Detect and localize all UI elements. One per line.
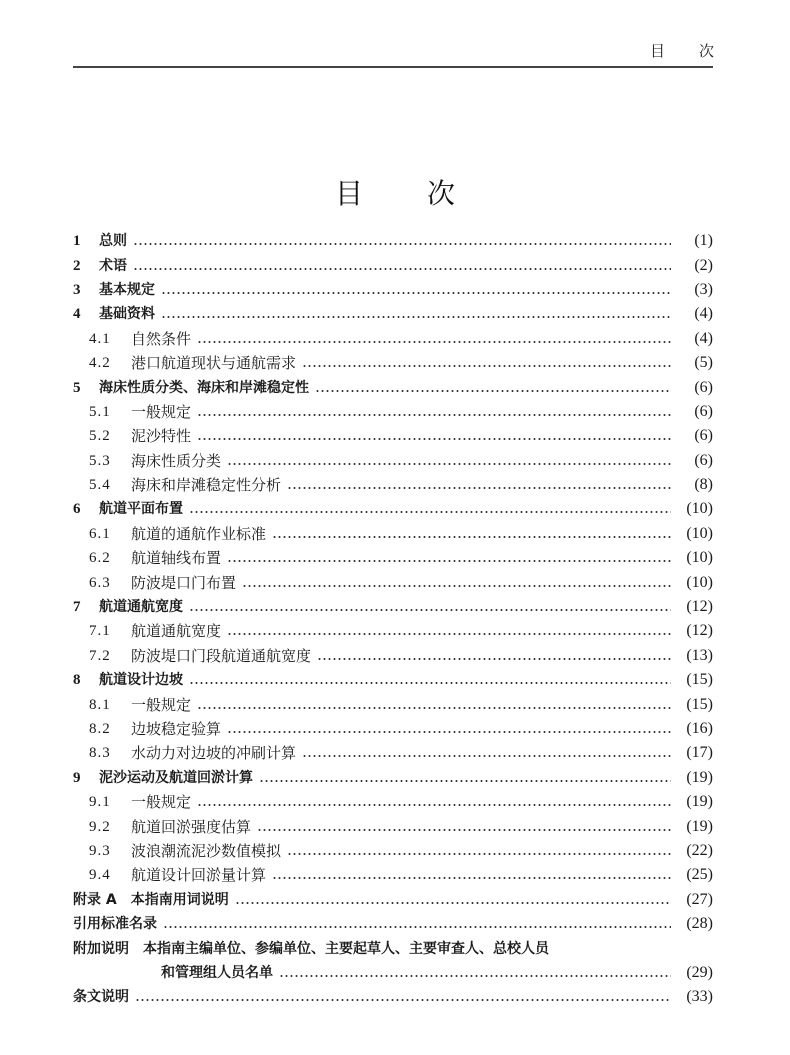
- toc-page: (2): [694, 256, 713, 274]
- toc-entry[interactable]: [73, 327, 713, 351]
- dot-leader: [259, 780, 671, 782]
- toc-entry[interactable]: [73, 278, 713, 302]
- toc-page: (1): [694, 232, 713, 250]
- toc-title: 一般规定: [131, 695, 192, 714]
- toc-entry[interactable]: [73, 473, 713, 497]
- toc-entry[interactable]: [73, 253, 713, 277]
- dot-leader: [279, 975, 671, 977]
- dot-leader: [315, 390, 671, 392]
- toc-number: 8.3: [89, 745, 111, 762]
- dot-leader: [133, 268, 671, 270]
- toc-entry[interactable]: [73, 400, 713, 424]
- toc-title: 航道设计回淤量计算: [131, 866, 267, 885]
- toc-title: 航道平面布置: [99, 501, 183, 518]
- toc-entry[interactable]: [73, 449, 713, 473]
- toc-title: 泥沙特性: [131, 427, 192, 446]
- toc-entry[interactable]: [73, 375, 713, 399]
- dot-leader: [197, 414, 671, 416]
- toc-page: (28): [686, 915, 713, 933]
- dot-leader: [287, 487, 671, 489]
- toc-title: 术语: [99, 257, 127, 274]
- toc-entry-clause-explanation[interactable]: [73, 985, 713, 1009]
- toc-number: 6: [73, 501, 81, 518]
- toc-page: (4): [694, 329, 713, 347]
- toc-number: 9.3: [89, 842, 111, 859]
- toc-entry[interactable]: [73, 839, 713, 863]
- toc-title: 港口航道现状与通航需求: [131, 354, 297, 373]
- toc-entry[interactable]: [73, 522, 713, 546]
- toc-number: 4: [73, 306, 81, 323]
- toc-page: (15): [686, 671, 713, 689]
- toc-entry-appendix-a[interactable]: [73, 888, 713, 912]
- toc-title: 航道通航宽度: [131, 622, 222, 641]
- dot-leader: [197, 438, 671, 440]
- toc-title: 波浪潮流泥沙数值模拟: [131, 841, 282, 860]
- page-title-right: 次: [427, 177, 456, 210]
- dot-leader: [197, 341, 671, 343]
- toc-page: (4): [694, 305, 713, 323]
- dot-leader: [161, 292, 671, 294]
- header-rule: [73, 66, 713, 68]
- toc-page: (22): [686, 841, 713, 859]
- toc-number: 5.1: [89, 403, 111, 420]
- toc-page: (6): [694, 378, 713, 396]
- dot-leader: [163, 926, 671, 928]
- additional-notes-label: 附加说明: [73, 940, 129, 957]
- toc-page: (17): [686, 744, 713, 762]
- toc-page: (12): [686, 622, 713, 640]
- toc-number: 8.1: [89, 696, 111, 713]
- dot-leader: [317, 658, 671, 660]
- toc-entry[interactable]: [73, 619, 713, 643]
- toc-page: (19): [686, 768, 713, 786]
- page-title: [0, 172, 790, 212]
- toc-title: 本指南主编单位、参编单位、主要起草人、主要审查人、总校人员: [143, 940, 549, 957]
- dot-leader: [189, 682, 671, 684]
- toc-entry[interactable]: [73, 692, 713, 716]
- toc-title: 引用标准名录: [73, 916, 157, 933]
- toc-number: 7: [73, 599, 81, 616]
- toc-page: (8): [694, 476, 713, 494]
- toc-number: 9.2: [89, 818, 111, 835]
- toc-title: 一般规定: [131, 793, 192, 812]
- appendix-label: 附录 A: [73, 891, 117, 908]
- dot-leader: [272, 536, 671, 538]
- toc-number: 5.3: [89, 452, 111, 469]
- toc-entry[interactable]: [73, 546, 713, 570]
- toc-title: 总则: [99, 233, 127, 250]
- toc-entry[interactable]: [73, 229, 713, 253]
- dot-leader: [135, 999, 671, 1001]
- running-header-right: 次: [698, 42, 714, 60]
- toc-entry[interactable]: [73, 790, 713, 814]
- toc-page: (10): [686, 524, 713, 542]
- toc-entry[interactable]: [73, 570, 713, 594]
- toc-title: 海床性质分类、海床和岸滩稳定性: [99, 379, 309, 396]
- toc-page: (19): [686, 817, 713, 835]
- toc-page: (19): [686, 793, 713, 811]
- toc-page: (5): [694, 354, 713, 372]
- dot-leader: [197, 804, 671, 806]
- dot-leader: [302, 755, 671, 757]
- dot-leader: [227, 633, 671, 635]
- toc-number: 5.2: [89, 428, 111, 445]
- toc-number: 7.1: [89, 623, 111, 640]
- toc-page: (3): [694, 280, 713, 298]
- toc-page: (10): [686, 500, 713, 518]
- toc-page: (33): [686, 988, 713, 1006]
- toc-entry[interactable]: [73, 717, 713, 741]
- dot-leader: [242, 585, 671, 587]
- toc-title: 水动力对边坡的冲刷计算: [131, 744, 297, 763]
- dot-leader: [257, 829, 671, 831]
- dot-leader: [227, 463, 671, 465]
- toc-title: 本指南用词说明: [130, 891, 229, 908]
- dot-leader: [227, 560, 671, 562]
- toc-number: 3: [73, 281, 81, 298]
- dot-leader: [227, 731, 671, 733]
- toc-entry[interactable]: [73, 424, 713, 448]
- toc-number: 5: [73, 379, 81, 396]
- toc-title: 和管理组人员名单: [161, 964, 273, 981]
- table-of-contents: [73, 229, 713, 1010]
- toc-page: (29): [686, 963, 713, 981]
- toc-entry[interactable]: [73, 302, 713, 326]
- toc-number: 9.4: [89, 867, 111, 884]
- toc-title: 一般规定: [131, 402, 192, 421]
- toc-entry[interactable]: [73, 351, 713, 375]
- dot-leader: [302, 365, 671, 367]
- toc-number: 6.1: [89, 525, 111, 542]
- toc-title: 基本规定: [99, 281, 155, 298]
- toc-entry[interactable]: [73, 595, 713, 619]
- toc-title: 泥沙运动及航道回淤计算: [99, 769, 253, 786]
- toc-number: 8.2: [89, 721, 111, 737]
- page-title-left: 目: [334, 177, 363, 210]
- dot-leader: [161, 316, 671, 318]
- toc-entry[interactable]: [73, 863, 713, 887]
- toc-page: (6): [694, 427, 713, 445]
- toc-entry[interactable]: [73, 814, 713, 838]
- toc-page: (12): [686, 598, 713, 616]
- toc-number: 4.1: [89, 330, 111, 347]
- running-header-left: 目: [649, 42, 665, 60]
- toc-title: 海床性质分类: [131, 451, 222, 470]
- toc-title: 防波堤口门段航道通航宽度: [131, 646, 312, 665]
- dot-leader: [133, 243, 671, 245]
- toc-title: 条文说明: [73, 989, 129, 1006]
- toc-title: 航道设计边坡: [99, 672, 183, 689]
- toc-page: (13): [686, 646, 713, 664]
- toc-number: 9.1: [89, 794, 111, 811]
- toc-title: 基础资料: [99, 306, 155, 323]
- toc-entry[interactable]: [73, 644, 713, 668]
- toc-title: 航道通航宽度: [99, 599, 183, 616]
- toc-number: 9: [73, 769, 81, 786]
- toc-entry-additional-notes[interactable]: [73, 936, 713, 960]
- toc-number: 7.2: [89, 647, 111, 664]
- dot-leader: [272, 877, 671, 879]
- toc-number: 1: [73, 233, 81, 250]
- toc-page: (6): [694, 451, 713, 469]
- dot-leader: [197, 707, 671, 709]
- toc-title: 边坡稳定验算: [131, 720, 222, 738]
- toc-number: 8: [73, 672, 81, 689]
- toc-number: 4.2: [89, 355, 111, 372]
- toc-entry-references[interactable]: [73, 912, 713, 936]
- toc-title: 航道的通航作业标准: [131, 524, 267, 543]
- dot-leader: [235, 902, 671, 904]
- toc-title: 自然条件: [131, 329, 192, 348]
- toc-title: 航道轴线布置: [131, 549, 222, 568]
- toc-page: (6): [694, 402, 713, 420]
- toc-entry[interactable]: [73, 741, 713, 765]
- toc-entry[interactable]: [73, 497, 713, 521]
- toc-entry-additional-notes-continued[interactable]: [73, 961, 713, 985]
- toc-number: 5.4: [89, 477, 111, 494]
- toc-entry[interactable]: [73, 668, 713, 692]
- toc-page: (27): [686, 890, 713, 908]
- toc-number: 2: [73, 257, 81, 274]
- toc-page: (10): [686, 549, 713, 567]
- dot-leader: [189, 609, 671, 611]
- toc-number: 6.3: [89, 574, 111, 591]
- toc-title: 防波堤口门布置: [131, 573, 237, 592]
- toc-entry[interactable]: [73, 766, 713, 790]
- toc-page: (16): [686, 720, 713, 737]
- dot-leader: [287, 853, 671, 855]
- toc-page: (10): [686, 573, 713, 591]
- toc-page: (25): [686, 866, 713, 884]
- running-header: [0, 40, 714, 61]
- dot-leader: [189, 511, 671, 513]
- toc-title: 航道回淤强度估算: [131, 817, 252, 836]
- toc-number: 6.2: [89, 550, 111, 567]
- toc-page: (15): [686, 695, 713, 713]
- toc-title: 海床和岸滩稳定性分析: [131, 476, 282, 495]
